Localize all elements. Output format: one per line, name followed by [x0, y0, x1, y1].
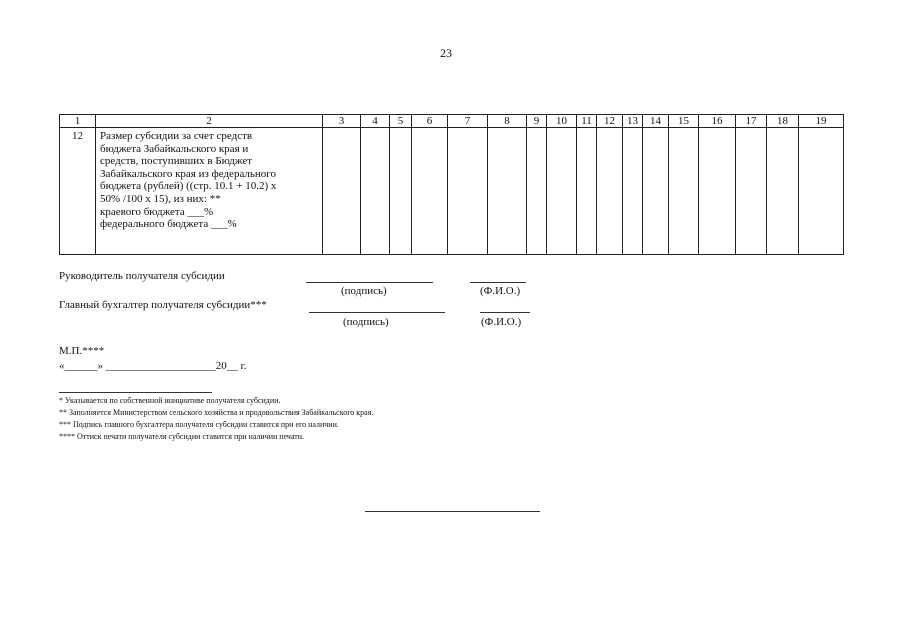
- column-header: 9: [527, 115, 547, 128]
- column-header: 1: [60, 115, 96, 128]
- footnote-2: ** Заполняется Министерством сельского хозяйства и продовольствия Забайкальского края.: [59, 408, 374, 417]
- column-header: 4: [361, 115, 390, 128]
- table-cell: [669, 128, 699, 255]
- column-header: 17: [736, 115, 767, 128]
- stamp-placeholder: М.П.****: [59, 345, 105, 357]
- table-cell: [577, 128, 597, 255]
- table-cell: [390, 128, 412, 255]
- column-header: 8: [488, 115, 527, 128]
- description-line: Забайкальского края из федерального: [100, 167, 277, 180]
- table-cell: [736, 128, 767, 255]
- table-row: [60, 128, 844, 255]
- date-line: «______» ____________________20__ г.: [59, 360, 247, 372]
- row-number: 12: [60, 128, 96, 255]
- description-line: бюджета Забайкальского края и: [100, 142, 249, 155]
- bottom-signature-line: [365, 511, 540, 512]
- column-header: 13: [623, 115, 643, 128]
- description-line: средств, поступивших в Бюджет: [100, 155, 253, 168]
- column-header: 11: [577, 115, 597, 128]
- head-signature-line: [306, 282, 433, 283]
- column-header: 10: [547, 115, 577, 128]
- table-cell: [323, 128, 361, 255]
- table-cell: [448, 128, 488, 255]
- table-cell: [767, 128, 799, 255]
- column-header: 16: [699, 115, 736, 128]
- table-cell: [623, 128, 643, 255]
- subsidy-table: [59, 114, 844, 255]
- column-header: 5: [390, 115, 412, 128]
- table-cell: [597, 128, 623, 255]
- description-line: бюджета (рублей) ((стр. 10.1 + 10.2) х: [100, 180, 277, 193]
- table-cell: [699, 128, 736, 255]
- table-cell: [361, 128, 390, 255]
- page-number: 23: [440, 46, 452, 60]
- column-header: 15: [669, 115, 699, 128]
- description-line: 50% /100 х 15), из них: **: [100, 192, 221, 205]
- accountant-signature-label: Главный бухгалтер получателя субсидии***: [59, 299, 267, 311]
- accountant-signature-line: [309, 312, 445, 313]
- column-header: 18: [767, 115, 799, 128]
- table-cell: [799, 128, 844, 255]
- column-header: 2: [96, 115, 323, 128]
- table-cell: [488, 128, 527, 255]
- description-line: краевого бюджета ___%: [100, 205, 214, 218]
- head-signature-caption: (подпись): [341, 285, 387, 297]
- column-header: 7: [448, 115, 488, 128]
- table-cell: [547, 128, 577, 255]
- column-header: 3: [323, 115, 361, 128]
- column-header: 12: [597, 115, 623, 128]
- column-header: 14: [643, 115, 669, 128]
- head-name-line: [470, 282, 526, 283]
- description-line: федерального бюджета ___%: [100, 218, 237, 231]
- head-signature-label: Руководитель получателя субсидии: [59, 270, 225, 282]
- column-header: 19: [799, 115, 844, 128]
- head-name-caption: (Ф.И.О.): [480, 285, 521, 297]
- footnote-1: * Указывается по собственной инициативе получателя субсидии.: [59, 396, 281, 405]
- footnote-3: *** Подпись главного бухгалтера получателя субсидии ставится при его наличии.: [59, 420, 339, 429]
- table-cell: [412, 128, 448, 255]
- footnote-separator: [59, 392, 212, 393]
- description-line: Размер субсидии за счет средств: [100, 130, 253, 142]
- row-description: [96, 128, 323, 255]
- accountant-signature-caption: (подпись): [343, 316, 389, 328]
- column-header: 6: [412, 115, 448, 128]
- accountant-name-line: [480, 312, 530, 313]
- accountant-name-caption: (Ф.И.О.): [481, 316, 522, 328]
- table-cell: [527, 128, 547, 255]
- footnote-4: **** Оттиск печати получателя субсидии ставится при наличии печати.: [59, 432, 305, 441]
- table-cell: [643, 128, 669, 255]
- table-header-row: [60, 115, 844, 128]
